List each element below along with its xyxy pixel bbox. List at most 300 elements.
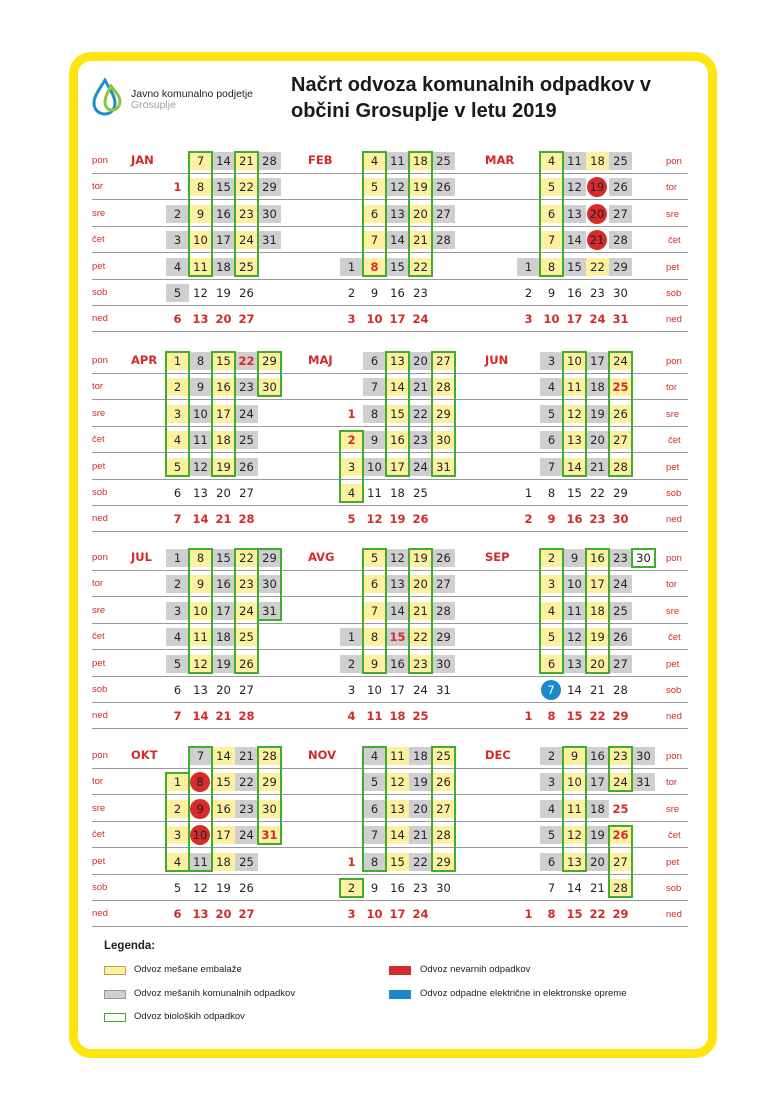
day-cell: 6 — [173, 907, 182, 922]
row-divider — [92, 570, 688, 571]
day-packaging-collection: 23 — [235, 205, 258, 223]
day-cell: 8 — [547, 486, 556, 500]
day-cell: 4 — [347, 709, 356, 724]
day-cell: 23 — [590, 286, 605, 300]
day-mixed-collection: 27 — [432, 575, 455, 593]
day-packaging-collection: 22 — [409, 258, 432, 276]
row-divider — [92, 199, 688, 200]
day-packaging-collection: 9 — [189, 575, 212, 593]
day-mixed-collection: 15 — [212, 178, 235, 196]
day-packaging-collection: 15 — [212, 773, 235, 791]
day-mixed-collection: 22 — [235, 352, 258, 370]
day-cell: 5 — [347, 512, 356, 527]
day-mixed-collection: 1 — [340, 628, 363, 646]
day-cell: 20 — [216, 683, 231, 697]
day-packaging-collection: 24 — [609, 773, 632, 791]
day-packaging-collection: 13 — [386, 800, 409, 818]
day-packaging-collection: 28 — [258, 747, 281, 765]
day-mixed-collection: 4 — [540, 378, 563, 396]
weekday-label-left: pon — [92, 155, 108, 166]
row-divider — [92, 479, 688, 480]
weekday-label-right: pet — [666, 856, 680, 868]
day-mixed-collection: 26 — [235, 458, 258, 476]
day-cell: 30 — [613, 286, 628, 300]
day-packaging-collection: 15 — [386, 853, 409, 871]
day-packaging-collection: 28 — [432, 826, 455, 844]
weekday-label-left: čet — [92, 631, 105, 643]
title-line2: občini Grosuplje v letu 2019 — [291, 100, 557, 122]
day-cell: 3 — [347, 683, 356, 697]
day-cell: 17 — [389, 907, 406, 922]
day-mixed-collection: 23 — [409, 431, 432, 449]
day-mixed-collection: 22 — [235, 773, 258, 791]
row-divider — [92, 874, 688, 875]
day-packaging-collection: 25 — [235, 258, 258, 276]
month-name: OKT — [131, 748, 158, 762]
day-packaging-collection: 20 — [586, 655, 609, 673]
legend-swatch-bio — [104, 1013, 126, 1022]
day-mixed-collection: 9 — [189, 378, 212, 396]
day-cell: 7 — [173, 512, 182, 527]
day-mixed-collection: 11 — [563, 602, 586, 620]
day-cell: 23 — [413, 881, 428, 895]
day-mixed-collection: 9 — [563, 549, 586, 567]
month-name: DEC — [485, 748, 511, 762]
weekday-label-right: sob — [666, 883, 682, 894]
day-packaging-collection: 8 — [363, 258, 386, 276]
day-packaging-collection: 8 — [363, 628, 386, 646]
day-packaging-collection: 22 — [235, 549, 258, 567]
day-packaging-collection: 5 — [363, 549, 386, 567]
day-cell: 31 — [436, 683, 451, 697]
day-mixed-collection: 6 — [540, 431, 563, 449]
day-cell: 3 — [347, 312, 356, 327]
day-mixed-collection: 21 — [409, 378, 432, 396]
day-packaging-collection: 11 — [563, 378, 586, 396]
day-packaging-collection: 10 — [563, 773, 586, 791]
day-mixed-collection: 14 — [563, 231, 586, 249]
day-mixed-collection: 20 — [586, 853, 609, 871]
day-cell: 15 — [566, 709, 583, 724]
day-packaging-collection: 1 — [166, 773, 189, 791]
day-packaging-collection: 22 — [586, 258, 609, 276]
row-divider — [92, 505, 688, 506]
day-packaging-collection: 26 — [235, 655, 258, 673]
day-mixed-collection: 10 — [189, 405, 212, 423]
weekday-label-right: sob — [666, 488, 682, 499]
day-mixed-collection: 21 — [409, 826, 432, 844]
weekday-label-left: čet — [92, 434, 105, 446]
day-mixed-collection: 3 — [166, 231, 189, 249]
row-divider — [92, 226, 688, 227]
day-packaging-collection: 17 — [212, 405, 235, 423]
day-mixed-collection: 25 — [235, 853, 258, 871]
day-cell: 29 — [612, 907, 629, 922]
weekday-label-left: pet — [92, 657, 106, 669]
day-cell: 5 — [173, 881, 182, 895]
day-packaging-collection: 21 — [409, 231, 432, 249]
day-mixed-collection: 11 — [386, 152, 409, 170]
day-cell: 20 — [216, 486, 231, 500]
day-packaging-collection: 11 — [563, 800, 586, 818]
day-mixed-collection: 13 — [386, 205, 409, 223]
day-cell: 6 — [173, 683, 182, 697]
legend-label-electronic: Odvoz odpadne električne in elektronske opreme — [420, 988, 627, 999]
day-packaging-collection: 25 — [432, 747, 455, 765]
weekday-label-right: tor — [666, 182, 678, 194]
day-cell: 6 — [173, 312, 182, 327]
weekday-label-right: sre — [666, 408, 680, 420]
day-packaging-collection: 31 — [258, 826, 281, 844]
day-mixed-collection: 18 — [586, 800, 609, 818]
weekday-label-right: sre — [666, 803, 680, 815]
weekday-label-left: sre — [92, 802, 106, 814]
row-divider — [92, 794, 688, 795]
weekday-label-left: tor — [92, 578, 104, 590]
day-packaging-collection: 13 — [563, 431, 586, 449]
day-mixed-collection: 19 — [586, 405, 609, 423]
day-cell: 7 — [547, 881, 556, 895]
day-packaging-collection: 8 — [540, 258, 563, 276]
month-name: MAJ — [308, 353, 333, 367]
day-packaging-collection: 28 — [609, 879, 632, 897]
day-packaging-collection: 12 — [563, 826, 586, 844]
day-packaging-collection: 24 — [235, 231, 258, 249]
weekday-label-left: pet — [92, 855, 106, 867]
day-cell: 16 — [390, 286, 405, 300]
day-mixed-collection: 13 — [563, 205, 586, 223]
day-mixed-collection: 21 — [586, 458, 609, 476]
day-cell: 9 — [370, 881, 379, 895]
day-cell: 30 — [436, 881, 451, 895]
day-packaging-collection: 11 — [189, 258, 212, 276]
day-electronic-collection: 7 — [541, 680, 561, 700]
day-cell: 2 — [524, 286, 533, 300]
day-mixed-collection: 24 — [409, 458, 432, 476]
day-cell: 16 — [566, 512, 583, 527]
day-cell: 11 — [367, 486, 382, 500]
weekday-label-right: čet — [668, 435, 681, 447]
day-packaging-collection: 29 — [432, 853, 455, 871]
day-packaging-collection: 8 — [189, 549, 212, 567]
weekday-label-left: ned — [92, 710, 108, 722]
weekday-label-left: sob — [92, 487, 108, 498]
weekday-label-right: čet — [668, 235, 681, 247]
day-mixed-collection: 4 — [166, 628, 189, 646]
day-mixed-collection: 30 — [432, 655, 455, 673]
day-cell: 28 — [238, 512, 255, 527]
month-name: JAN — [131, 153, 154, 167]
day-cell: 22 — [589, 709, 606, 724]
row-divider — [92, 847, 688, 848]
day-cell: 16 — [390, 881, 405, 895]
day-mixed-collection: 25 — [432, 152, 455, 170]
day-mixed-collection: 17 — [586, 352, 609, 370]
day-cell: 7 — [173, 709, 182, 724]
day-mixed-collection: 4 — [166, 258, 189, 276]
day-mixed-collection: 7 — [363, 378, 386, 396]
day-cell: 9 — [547, 512, 556, 527]
weekday-label-left: pon — [92, 552, 108, 563]
day-cell: 25 — [612, 801, 629, 816]
weekday-label-right: ned — [666, 314, 682, 326]
day-packaging-collection: 24 — [235, 602, 258, 620]
day-hazardous-collection: 8 — [190, 772, 210, 792]
day-mixed-collection: 30 — [258, 205, 281, 223]
day-cell: 21 — [590, 683, 605, 697]
day-cell: 8 — [547, 907, 556, 922]
legend-label-hazardous: Odvoz nevarnih odpadkov — [420, 964, 531, 975]
day-mixed-collection: 12 — [386, 549, 409, 567]
day-packaging-collection: 7 — [540, 231, 563, 249]
day-mixed-collection: 3 — [540, 352, 563, 370]
day-mixed-collection: 15 — [386, 258, 409, 276]
day-mixed-collection: 5 — [166, 655, 189, 673]
day-cell: 9 — [547, 286, 556, 300]
day-mixed-collection: 18 — [586, 378, 609, 396]
row-divider — [92, 305, 688, 306]
weekday-label-right: tor — [666, 777, 678, 789]
day-cell: 1 — [524, 907, 533, 922]
weekday-label-right: ned — [666, 514, 682, 526]
weekday-label-left: tor — [92, 776, 104, 788]
day-cell: 20 — [215, 907, 232, 922]
day-cell: 1 — [524, 486, 533, 500]
day-cell: 24 — [413, 683, 428, 697]
day-packaging-collection: 28 — [609, 458, 632, 476]
day-packaging-collection: 4 — [540, 152, 563, 170]
day-mixed-collection: 24 — [609, 575, 632, 593]
day-packaging-collection: 5 — [166, 458, 189, 476]
day-packaging-collection: 19 — [212, 458, 235, 476]
day-packaging-collection: 7 — [189, 152, 212, 170]
day-mixed-collection: 15 — [386, 628, 409, 646]
day-hazardous-collection: 10 — [190, 825, 210, 845]
day-cell: 19 — [389, 512, 406, 527]
row-divider — [92, 623, 688, 624]
day-packaging-collection: 14 — [386, 378, 409, 396]
day-mixed-collection: 16 — [212, 575, 235, 593]
day-packaging-collection: 20 — [409, 575, 432, 593]
day-cell: 21 — [215, 512, 232, 527]
day-packaging-collection: 14 — [386, 826, 409, 844]
day-packaging-collection: 5 — [540, 628, 563, 646]
day-packaging-collection: 4 — [540, 602, 563, 620]
day-cell: 14 — [567, 881, 582, 895]
day-packaging-collection: 18 — [409, 152, 432, 170]
day-cell: 12 — [193, 286, 208, 300]
day-packaging-collection: 2 — [340, 431, 363, 449]
title-line1: Načrt odvoza komunalnih odpadkov v — [291, 74, 652, 96]
day-mixed-collection: 8 — [363, 853, 386, 871]
weekday-label-right: sre — [666, 605, 680, 617]
weekday-label-left: tor — [92, 181, 104, 193]
weekday-label-right: sob — [666, 288, 682, 299]
day-packaging-collection: 2 — [540, 549, 563, 567]
day-packaging-collection: 6 — [540, 655, 563, 673]
day-mixed-collection: 16 — [386, 655, 409, 673]
day-mixed-collection: 16 — [586, 747, 609, 765]
weekday-label-right: pon — [666, 751, 682, 762]
weekday-label-left: ned — [92, 313, 108, 325]
row-divider — [92, 768, 688, 769]
day-mixed-collection: 2 — [540, 747, 563, 765]
weekday-label-left: čet — [92, 234, 105, 246]
day-cell: 2 — [524, 512, 533, 527]
day-packaging-collection: 13 — [386, 352, 409, 370]
day-mixed-collection: 11 — [189, 853, 212, 871]
day-mixed-collection: 1 — [166, 549, 189, 567]
weekday-label-left: tor — [92, 381, 104, 393]
day-hazardous-collection: 9 — [190, 799, 210, 819]
day-cell: 18 — [390, 486, 405, 500]
day-packaging-collection: 25 — [609, 378, 632, 396]
day-mixed-collection: 8 — [363, 405, 386, 423]
day-mixed-collection: 12 — [386, 178, 409, 196]
day-packaging-collection: 23 — [235, 575, 258, 593]
day-mixed-collection: 6 — [540, 853, 563, 871]
weekday-label-left: ned — [92, 908, 108, 920]
day-mixed-collection: 5 — [166, 284, 189, 302]
day-mixed-collection: 17 — [212, 602, 235, 620]
day-cell: 15 — [567, 486, 582, 500]
day-mixed-collection: 28 — [609, 231, 632, 249]
day-packaging-collection: 19 — [409, 178, 432, 196]
day-cell: 17 — [390, 683, 405, 697]
day-packaging-collection: 3 — [540, 575, 563, 593]
day-mixed-collection: 17 — [586, 773, 609, 791]
day-mixed-collection: 12 — [189, 458, 212, 476]
day-cell: 19 — [216, 881, 231, 895]
day-packaging-collection: 14 — [563, 458, 586, 476]
day-mixed-collection: 12 — [563, 178, 586, 196]
weekday-label-right: pet — [666, 461, 680, 473]
weekday-label-left: pon — [92, 355, 108, 366]
day-mixed-collection: 29 — [258, 178, 281, 196]
weekday-label-right: ned — [666, 711, 682, 723]
day-packaging-collection: 25 — [235, 628, 258, 646]
day-mixed-collection: 28 — [432, 602, 455, 620]
day-cell: 28 — [238, 709, 255, 724]
day-packaging-collection: 20 — [409, 205, 432, 223]
month-name: AVG — [308, 550, 335, 564]
day-packaging-collection: 12 — [189, 655, 212, 673]
day-packaging-collection: 12 — [386, 773, 409, 791]
row-divider — [92, 821, 688, 822]
day-packaging-collection: 30 — [258, 378, 281, 396]
weekday-label-left: sob — [92, 287, 108, 298]
day-cell: 8 — [547, 709, 556, 724]
weekday-label-right: ned — [666, 909, 682, 921]
day-mixed-collection: 28 — [258, 152, 281, 170]
day-cell: 27 — [238, 312, 255, 327]
row-divider — [92, 596, 688, 597]
day-packaging-collection: 11 — [386, 747, 409, 765]
day-cell: 24 — [589, 312, 606, 327]
day-cell: 30 — [636, 551, 651, 565]
day-cell: 25 — [413, 486, 428, 500]
day-mixed-collection: 23 — [609, 549, 632, 567]
day-packaging-collection: 27 — [609, 853, 632, 871]
day-cell: 24 — [412, 907, 429, 922]
row-divider — [92, 900, 688, 901]
day-cell: 10 — [367, 683, 382, 697]
row-divider — [92, 728, 688, 729]
day-mixed-collection: 25 — [609, 602, 632, 620]
day-mixed-collection: 2 — [166, 205, 189, 223]
day-packaging-collection: 18 — [586, 602, 609, 620]
day-packaging-collection: 29 — [258, 352, 281, 370]
day-packaging-collection: 18 — [586, 152, 609, 170]
day-cell: 14 — [192, 709, 209, 724]
weekday-label-right: pet — [666, 658, 680, 670]
day-packaging-collection: 31 — [432, 458, 455, 476]
day-packaging-collection: 16 — [586, 549, 609, 567]
day-cell: 30 — [612, 512, 629, 527]
day-mixed-collection: 29 — [258, 549, 281, 567]
day-mixed-collection: 17 — [212, 231, 235, 249]
day-mixed-collection: 23 — [235, 800, 258, 818]
day-cell: 10 — [366, 907, 383, 922]
day-packaging-collection: 4 — [166, 431, 189, 449]
day-mixed-collection: 23 — [235, 378, 258, 396]
day-packaging-collection: 10 — [563, 352, 586, 370]
day-packaging-collection: 2 — [166, 378, 189, 396]
day-cell: 20 — [215, 312, 232, 327]
day-cell: 12 — [366, 512, 383, 527]
legend-label-mixed: Odvoz mešanih komunalnih odpadkov — [134, 988, 296, 999]
row-divider — [92, 426, 688, 427]
day-mixed-collection: 19 — [409, 773, 432, 791]
weekday-label-right: pon — [666, 156, 682, 167]
day-cell: 1 — [524, 709, 533, 724]
weekday-label-right: sre — [666, 208, 680, 220]
day-mixed-collection: 5 — [540, 405, 563, 423]
day-cell: 17 — [389, 312, 406, 327]
day-cell: 13 — [192, 907, 209, 922]
day-mixed-collection: 29 — [432, 628, 455, 646]
day-mixed-collection: 27 — [432, 205, 455, 223]
day-packaging-collection: 27 — [609, 431, 632, 449]
day-cell: 18 — [389, 709, 406, 724]
day-cell: 14 — [192, 512, 209, 527]
day-mixed-collection: 14 — [386, 602, 409, 620]
row-divider — [92, 373, 688, 374]
day-cell: 1 — [347, 854, 356, 869]
month-name: MAR — [485, 153, 515, 167]
row-divider — [92, 531, 688, 532]
day-packaging-collection: 30 — [432, 431, 455, 449]
day-mixed-collection: 27 — [609, 205, 632, 223]
day-mixed-collection: 1 — [340, 258, 363, 276]
day-packaging-collection: 2 — [340, 879, 363, 897]
day-packaging-collection: 17 — [212, 826, 235, 844]
weekday-label-left: sre — [92, 604, 106, 616]
day-packaging-collection: 26 — [432, 773, 455, 791]
day-mixed-collection: 7 — [540, 458, 563, 476]
weekday-label-left: sob — [92, 882, 108, 893]
day-cell: 21 — [590, 881, 605, 895]
day-cell: 3 — [524, 312, 533, 327]
company-logo-icon — [91, 78, 123, 116]
day-packaging-collection: 9 — [363, 655, 386, 673]
row-divider — [92, 252, 688, 253]
day-packaging-collection: 22 — [409, 628, 432, 646]
day-mixed-collection: 22 — [409, 405, 432, 423]
day-mixed-collection: 30 — [632, 747, 655, 765]
day-packaging-collection: 28 — [432, 378, 455, 396]
weekday-label-right: pon — [666, 553, 682, 564]
